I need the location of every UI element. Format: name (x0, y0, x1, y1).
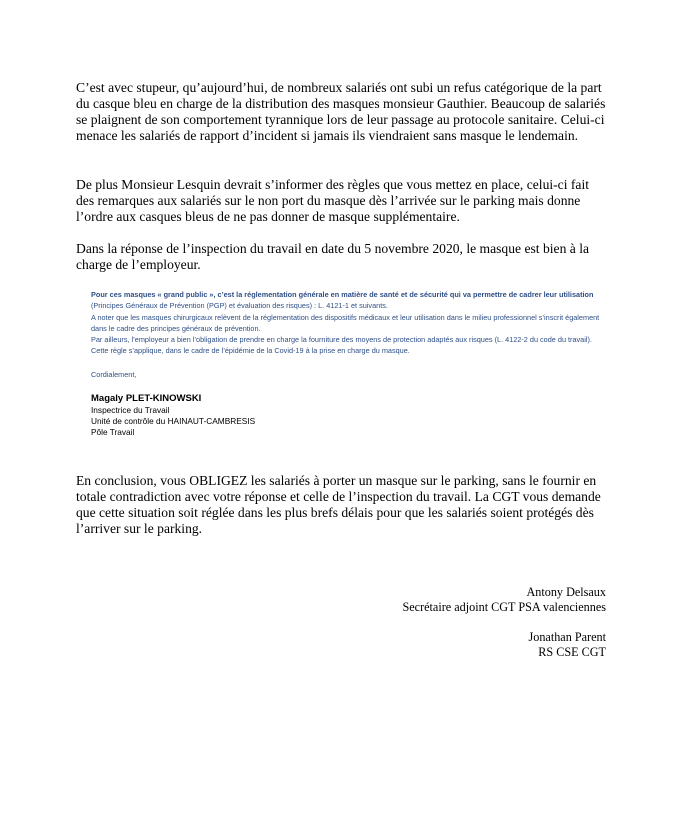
inspector-title: Inspectrice du Travail (91, 404, 170, 415)
inspection-quote (91, 289, 611, 438)
quote-closing: Cordialement, (91, 369, 137, 379)
signatory-2-role: RS CSE CGT (538, 645, 606, 659)
inspector-name: Magaly PLET-KINOWSKI (91, 392, 202, 404)
quote-line-employer: Par ailleurs, l’employeur a bien l’obligation de prendre en charge la fourniture des moyens de protection adaptés aux risques (L. 4122-2 du code du travail). Cette règle s’applique, dans le cadre de l’épidémie de la Covid-19 à la prise en charge du masque. (91, 335, 592, 356)
inspector-unit: Unité de contrôle du HAINAUT-CAMBRESIS (91, 415, 256, 426)
signatory-1-name: Antony Delsaux (526, 585, 606, 599)
paragraph-inspection: Dans la réponse de l’inspection du travail en date du 5 novembre 2020, le masque est bien à la charge de l’employeur. (76, 241, 590, 272)
inspector-pole: Pôle Travail (91, 426, 135, 437)
paragraph-refusal: C’est avec stupeur, qu’aujourd’hui, de nombreux salariés ont subi un refus catégorique de la part du casque bleu en charge de la distribution des masques monsieur Gauthier. Beaucoup de salariés se plaignent de son comportement tyrannique lors de leur passage au protocole sanitaire. Celui-ci menace les salariés de rapport d’incident si jamais ils viendraient sans masque le lendemain. (76, 80, 606, 143)
quote-paragraph (91, 289, 611, 357)
quote-intro-rest: (Principes Généraux de Prévention (PGP) et évaluation des risques) : L. 4121-1 et suivants. (91, 301, 388, 311)
signatory-2-name: Jonathan Parent (528, 630, 606, 644)
inspector-signature (91, 393, 611, 438)
paragraph-lesquin: De plus Monsieur Lesquin devrait s’informer des règles que vous mettez en place, celui-ci fait des remarques aux salariés sur le non port du masque dès l’arrivée sur le parking mais donne l’ordre aux casques bleus de ne pas donner de masque supplémentaire. (76, 177, 589, 224)
paragraph-conclusion: En conclusion, vous OBLIGEZ les salariés à porter un masque sur le parking, sans le fournir en totale contradiction avec votre réponse et celle de l’inspection du travail. La CGT vous demande que cette situation soit réglée dans les plus brefs délais pour que les salariés soient protégés dès l’arriver sur le parking. (76, 473, 601, 536)
quote-line-surgical: A noter que les masques chirurgicaux relèvent de la réglementation des dispositifs médicaux et leur utilisation dans le milieu professionnel s’inscrit également dans le cadre des principes généraux de prévention. (91, 312, 600, 333)
signatories (306, 585, 606, 660)
signatory-1-role: Secrétaire adjoint CGT PSA valenciennes (402, 600, 606, 614)
quote-bold-intro: Pour ces masques « grand public », c’est la réglementation générale en matière de santé et de sécurité qui va permettre de cadrer leur utilisation (91, 290, 594, 299)
